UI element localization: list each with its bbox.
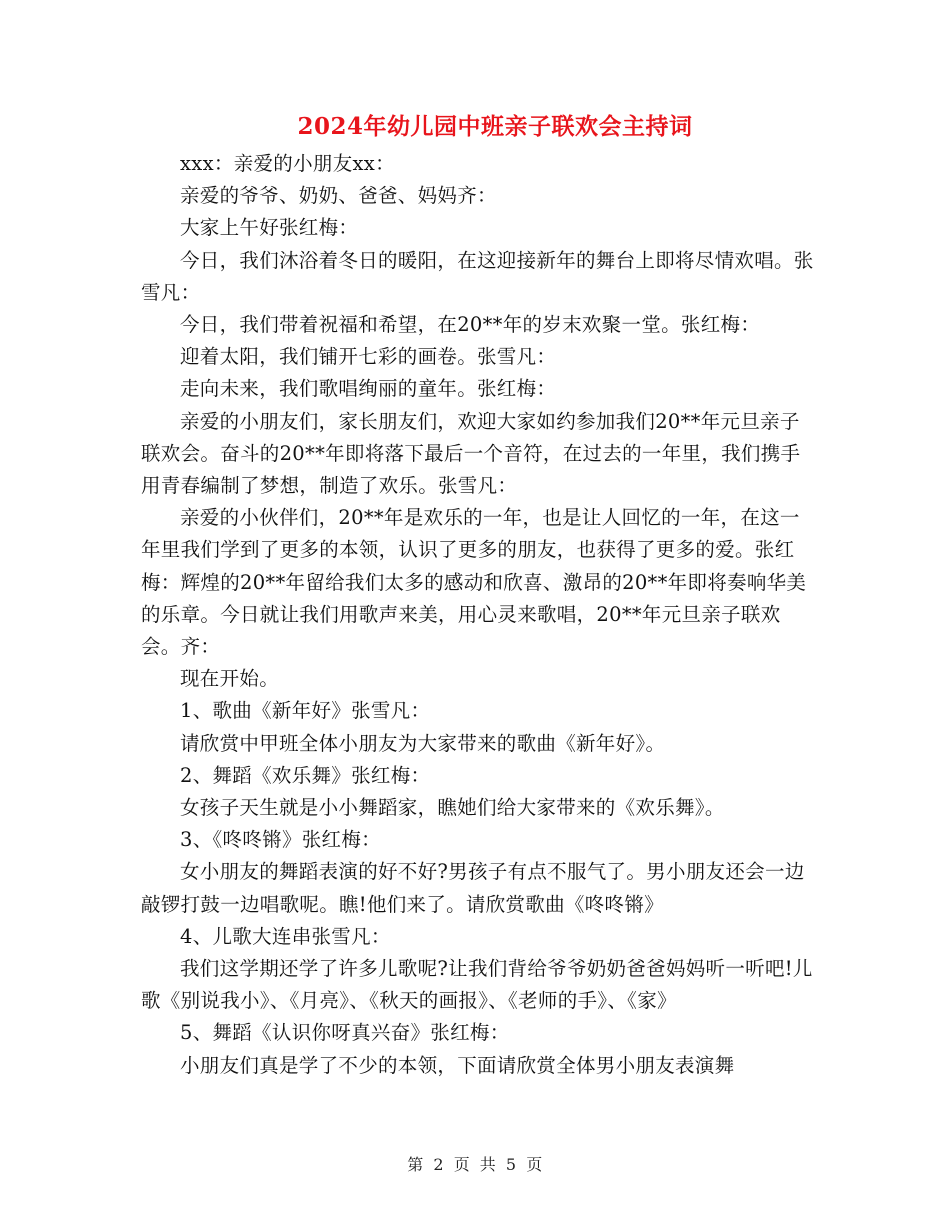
paragraph: 我们这学期还学了许多儿歌呢?让我们背给爷爷奶奶爸爸妈妈听一听吧!儿歌《别说我小》、《月亮》、《秋天的画报》、《老师的手》、《家》 (141, 957, 813, 1013)
program-item-heading: 5、舞蹈《认识你呀真兴奋》张红梅： (180, 1021, 510, 1045)
paragraph: 今日，我们沐浴着冬日的暖阳，在这迎接新年的舞台上即将尽情欢唱。张雪凡： (141, 248, 814, 304)
paragraph: 小朋友们真是学了不少的本领，下面请欣赏全体男小朋友表演舞 (180, 1053, 735, 1077)
paragraph: 女孩子天生就是小小舞蹈家，瞧她们给大家带来的《欢乐舞》。 (180, 796, 725, 820)
paragraph: 女小朋友的舞蹈表演的好不好?男孩子有点不服气了。男小朋友还会一边敲锣打鼓一边唱歌呢。瞧!他们来了。请欣赏歌曲《咚咚锵》 (141, 860, 805, 916)
paragraph: 请欣赏中甲班全体小朋友为大家带来的歌曲《新年好》。 (180, 731, 666, 755)
footer-total-pages: 5 (505, 1155, 517, 1174)
paragraph: xxx：亲爱的小朋友xx： (180, 152, 395, 175)
footer-total-unit: 页 (526, 1155, 543, 1174)
paragraph: 亲爱的爷爷、奶奶、爸爸、妈妈齐： (180, 184, 497, 208)
footer-of: 共 (479, 1155, 497, 1174)
program-item-heading: 4、儿歌大连串张雪凡： (180, 924, 391, 948)
footer-page-number: 2 (433, 1155, 445, 1174)
footer-prefix: 第 (407, 1155, 424, 1174)
page-footer (0, 1152, 950, 1175)
paragraph: 大家上午好张红梅： (180, 216, 359, 240)
document-body (141, 148, 815, 1082)
program-item-heading: 1、歌曲《新年好》张雪凡： (180, 699, 431, 723)
document-title: 2024年幼儿园中班亲子联欢会主持词 (297, 113, 693, 140)
paragraph: 今日，我们带着祝福和希望，在20**年的岁末欢聚一堂。张红梅： (180, 313, 761, 337)
paragraph: 走向未来，我们歌唱绚丽的童年。张红梅： (180, 377, 557, 401)
paragraph: 迎着太阳，我们铺开七彩的画卷。张雪凡： (180, 345, 557, 369)
program-item-heading: 3、《咚咚锵》张红梅： (180, 828, 381, 852)
footer-page-unit: 页 (453, 1155, 471, 1174)
paragraph: 亲爱的小伙伴们，20**年是欢乐的一年，也是让人回忆的一年，在这一年里我们学到了更多的本领，认识了更多的朋友，也获得了更多的爱。张红梅：辉煌的20**年留给我们太多的感动和欣喜、激昂的20**年即将奏响华美的乐章。今日就让我们用歌声来美，用心灵来歌唱，20**年元旦亲子联欢会。齐： (141, 506, 807, 659)
paragraph: 亲爱的小朋友们，家长朋友们，欢迎大家如约参加我们20**年元旦亲子联欢会。奋斗的20**年即将落下最后一个音符，在过去的一年里，我们携手用青春编制了梦想，制造了欢乐。张雪凡： (141, 409, 801, 498)
paragraph: 现在开始。 (180, 667, 280, 691)
program-item-heading: 2、舞蹈《欢乐舞》张红梅： (180, 763, 431, 787)
